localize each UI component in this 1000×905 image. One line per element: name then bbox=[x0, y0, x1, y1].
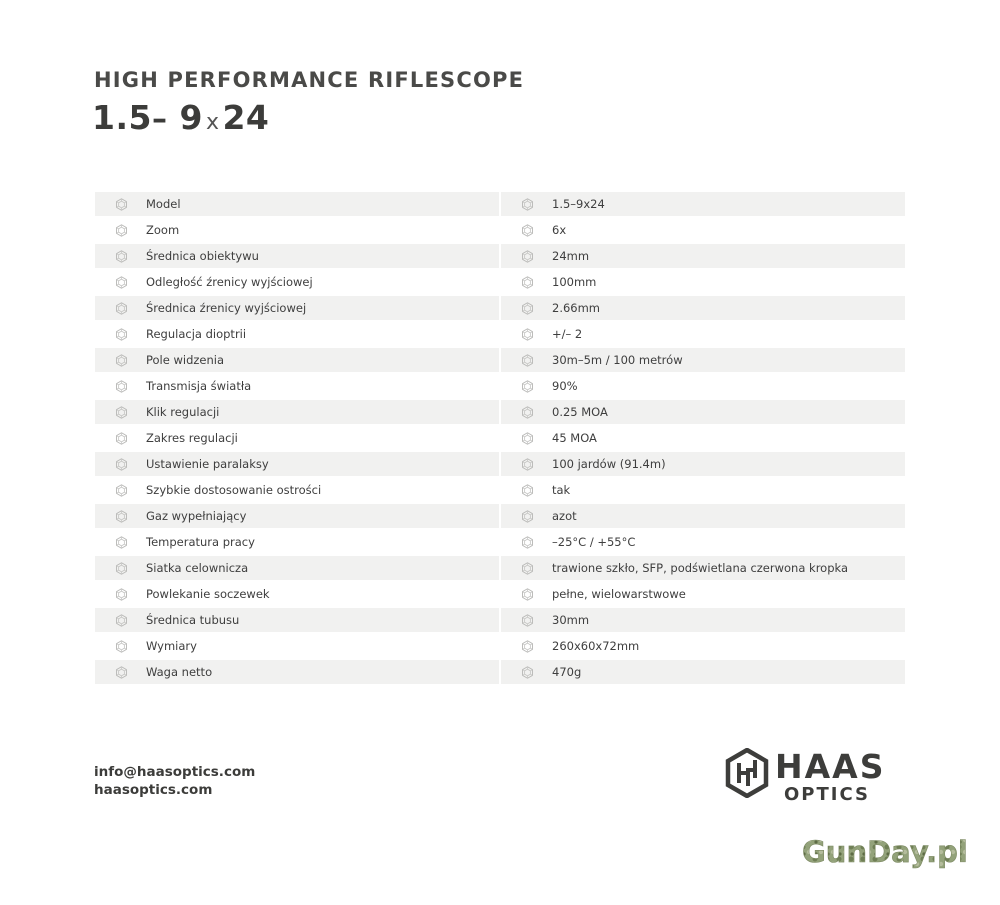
hexagon-bullet-icon bbox=[521, 380, 534, 393]
spec-row bbox=[95, 529, 905, 555]
spec-label: Zoom bbox=[146, 223, 180, 237]
spec-row bbox=[95, 399, 905, 425]
model-title-x: x bbox=[205, 110, 220, 135]
spec-value: 470g bbox=[552, 665, 582, 679]
spec-label-cell bbox=[95, 322, 499, 346]
spec-row bbox=[95, 477, 905, 503]
brand-name: HAAS bbox=[775, 747, 886, 786]
spec-value-cell bbox=[501, 478, 905, 502]
spec-value-cell bbox=[501, 660, 905, 684]
spec-row bbox=[95, 451, 905, 477]
spec-value: trawione szkło, SFP, podświetlana czerwona kropka bbox=[552, 561, 849, 575]
hexagon-bullet-icon bbox=[115, 250, 128, 263]
spec-row bbox=[95, 659, 905, 685]
spec-row bbox=[95, 191, 905, 217]
hexagon-bullet-icon bbox=[115, 614, 128, 627]
spec-label: Średnica tubusu bbox=[146, 613, 240, 627]
hexagon-bullet-icon bbox=[115, 562, 128, 575]
spec-label: Średnica źrenicy wyjściowej bbox=[146, 301, 307, 315]
hexagon-bullet-icon bbox=[521, 302, 534, 315]
model-title-dash: – bbox=[151, 102, 168, 137]
spec-label-cell bbox=[95, 478, 499, 502]
gunday-watermark bbox=[800, 832, 992, 872]
spec-label-cell bbox=[95, 452, 499, 476]
spec-value-cell bbox=[501, 218, 905, 242]
spec-row bbox=[95, 607, 905, 633]
spec-label: Model bbox=[146, 197, 181, 211]
hexagon-bullet-icon bbox=[115, 224, 128, 237]
hexagon-bullet-icon bbox=[115, 484, 128, 497]
document-heading: HIGH PERFORMANCE RIFLESCOPE bbox=[94, 68, 525, 92]
spec-value: 0.25 MOA bbox=[552, 405, 608, 419]
spec-label-cell bbox=[95, 634, 499, 658]
haas-optics-logo bbox=[725, 746, 910, 808]
watermark-text: GunDay.pl bbox=[802, 835, 968, 869]
model-title-mid: 9 bbox=[179, 98, 203, 137]
model-title-end: 24 bbox=[222, 98, 270, 137]
spec-row bbox=[95, 633, 905, 659]
hexagon-bullet-icon bbox=[115, 640, 128, 653]
spec-value-cell bbox=[501, 270, 905, 294]
hexagon-bullet-icon bbox=[115, 302, 128, 315]
spec-value-cell bbox=[501, 244, 905, 268]
spec-value-cell bbox=[501, 608, 905, 632]
spec-value-cell bbox=[501, 374, 905, 398]
spec-row bbox=[95, 243, 905, 269]
hexagon-bullet-icon bbox=[521, 536, 534, 549]
contact-website[interactable]: haasoptics.com bbox=[94, 782, 213, 798]
spec-label: Gaz wypełniający bbox=[146, 509, 247, 523]
spec-label-cell bbox=[95, 374, 499, 398]
spec-row bbox=[95, 321, 905, 347]
spec-value: 30m–5m / 100 metrów bbox=[552, 353, 683, 367]
haas-hexagon-logo-icon bbox=[725, 748, 769, 798]
hexagon-bullet-icon bbox=[521, 198, 534, 211]
brand-sub: OPTICS bbox=[784, 784, 870, 805]
spec-label-cell bbox=[95, 218, 499, 242]
spec-label-cell bbox=[95, 504, 499, 528]
hexagon-bullet-icon bbox=[115, 380, 128, 393]
spec-label: Pole widzenia bbox=[146, 353, 225, 367]
model-title-start: 1.5 bbox=[92, 98, 152, 137]
spec-label: Siatka celownicza bbox=[146, 561, 249, 575]
spec-label: Temperatura pracy bbox=[146, 535, 255, 549]
spec-label-cell bbox=[95, 270, 499, 294]
model-title bbox=[92, 98, 269, 137]
spec-row bbox=[95, 581, 905, 607]
spec-value: tak bbox=[552, 483, 571, 497]
spec-row bbox=[95, 217, 905, 243]
hexagon-bullet-icon bbox=[521, 588, 534, 601]
spec-value-cell bbox=[501, 348, 905, 372]
spec-value: 260x60x72mm bbox=[552, 639, 640, 653]
hexagon-bullet-icon bbox=[521, 432, 534, 445]
spec-value: 100mm bbox=[552, 275, 597, 289]
hexagon-bullet-icon bbox=[521, 562, 534, 575]
spec-row bbox=[95, 373, 905, 399]
spec-row bbox=[95, 555, 905, 581]
spec-value: 1.5–9x24 bbox=[552, 197, 605, 211]
hexagon-bullet-icon bbox=[115, 458, 128, 471]
hexagon-bullet-icon bbox=[521, 640, 534, 653]
hexagon-bullet-icon bbox=[115, 328, 128, 341]
spec-label: Transmisja światła bbox=[146, 379, 252, 393]
spec-value: 90% bbox=[552, 379, 578, 393]
spec-row bbox=[95, 347, 905, 373]
spec-label-cell bbox=[95, 556, 499, 580]
hexagon-bullet-icon bbox=[521, 484, 534, 497]
hexagon-bullet-icon bbox=[521, 276, 534, 289]
hexagon-bullet-icon bbox=[115, 588, 128, 601]
hexagon-bullet-icon bbox=[115, 432, 128, 445]
contact-block bbox=[94, 763, 255, 799]
spec-label-cell bbox=[95, 192, 499, 216]
spec-value: +/– 2 bbox=[552, 327, 583, 341]
contact-email[interactable]: info@haasoptics.com bbox=[94, 764, 256, 780]
hexagon-bullet-icon bbox=[521, 614, 534, 627]
hexagon-bullet-icon bbox=[521, 666, 534, 679]
spec-table bbox=[95, 191, 905, 685]
spec-value: azot bbox=[552, 509, 577, 523]
spec-label: Szybkie dostosowanie ostrości bbox=[146, 483, 322, 497]
spec-label-cell bbox=[95, 244, 499, 268]
spec-label: Waga netto bbox=[146, 665, 213, 679]
spec-label: Wymiary bbox=[146, 639, 197, 653]
spec-label: Średnica obiektywu bbox=[146, 249, 259, 263]
hexagon-bullet-icon bbox=[115, 510, 128, 523]
hexagon-bullet-icon bbox=[521, 250, 534, 263]
spec-label: Ustawienie paralaksy bbox=[146, 457, 269, 471]
hexagon-bullet-icon bbox=[521, 406, 534, 419]
hexagon-bullet-icon bbox=[521, 328, 534, 341]
spec-label: Powlekanie soczewek bbox=[146, 587, 270, 601]
spec-label-cell bbox=[95, 608, 499, 632]
hexagon-bullet-icon bbox=[115, 198, 128, 211]
hexagon-bullet-icon bbox=[521, 458, 534, 471]
spec-value: 30mm bbox=[552, 613, 590, 627]
hexagon-bullet-icon bbox=[115, 406, 128, 419]
hexagon-bullet-icon bbox=[521, 354, 534, 367]
spec-value: 6x bbox=[552, 223, 567, 237]
hexagon-bullet-icon bbox=[521, 224, 534, 237]
spec-value-cell bbox=[501, 192, 905, 216]
spec-row bbox=[95, 295, 905, 321]
spec-value: 100 jardów (91.4m) bbox=[552, 457, 666, 471]
spec-label: Klik regulacji bbox=[146, 405, 220, 419]
spec-row bbox=[95, 425, 905, 451]
spec-label-cell bbox=[95, 530, 499, 554]
hexagon-bullet-icon bbox=[521, 510, 534, 523]
hexagon-bullet-icon bbox=[115, 354, 128, 367]
spec-value-cell bbox=[501, 322, 905, 346]
spec-label: Zakres regulacji bbox=[146, 431, 238, 445]
spec-value: 24mm bbox=[552, 249, 590, 263]
spec-value-cell bbox=[501, 634, 905, 658]
spec-row bbox=[95, 269, 905, 295]
spec-value-cell bbox=[501, 582, 905, 606]
spec-value: 2.66mm bbox=[552, 301, 601, 315]
spec-value-cell bbox=[501, 426, 905, 450]
spec-label-cell bbox=[95, 296, 499, 320]
spec-value-cell bbox=[501, 556, 905, 580]
spec-value: –25°C / +55°C bbox=[552, 535, 636, 549]
spec-value-cell bbox=[501, 504, 905, 528]
spec-label-cell bbox=[95, 582, 499, 606]
spec-value: 45 MOA bbox=[552, 431, 597, 445]
spec-label: Odległość źrenicy wyjściowej bbox=[146, 275, 313, 289]
spec-value-cell bbox=[501, 400, 905, 424]
spec-row bbox=[95, 503, 905, 529]
spec-value-cell bbox=[501, 452, 905, 476]
hexagon-bullet-icon bbox=[115, 276, 128, 289]
spec-value-cell bbox=[501, 530, 905, 554]
hexagon-bullet-icon bbox=[115, 666, 128, 679]
spec-value: pełne, wielowarstwowe bbox=[552, 587, 686, 601]
spec-value-cell bbox=[501, 296, 905, 320]
spec-label: Regulacja dioptrii bbox=[146, 327, 247, 341]
spec-label-cell bbox=[95, 348, 499, 372]
spec-label-cell bbox=[95, 660, 499, 684]
spec-label-cell bbox=[95, 400, 499, 424]
hexagon-bullet-icon bbox=[115, 536, 128, 549]
spec-label-cell bbox=[95, 426, 499, 450]
